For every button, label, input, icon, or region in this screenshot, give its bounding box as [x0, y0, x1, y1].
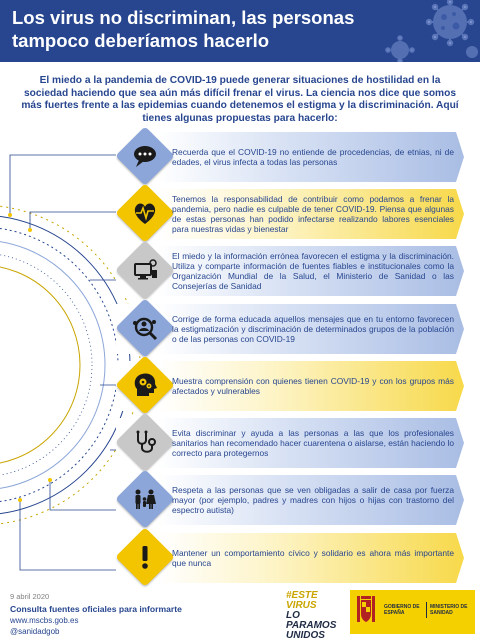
page-title-line1: Los virus no discriminan, las personas: [12, 7, 355, 28]
card-6: [116, 418, 464, 468]
card-text: Tenemos la responsabilidad de contribuir como podamos a frenar la pandemia, pero nadie es culpable de tener COVID-19. Piensa que algunas de estas personas han podido infectarse realizando labores esenciales para nuestras vidas y bienestar: [172, 193, 454, 235]
slogan-line: UNIDOS: [286, 630, 325, 640]
head-gears-icon: [125, 365, 165, 405]
header-banner: [0, 0, 480, 62]
card-5: [116, 361, 464, 411]
twitter-handle[interactable]: @sanidadgob: [10, 627, 60, 636]
government-label: GOBIERNO DE ESPAÑA: [384, 604, 420, 616]
card-text: Muestra comprensión con quienes tienen COVID-19 y con los grupos más afectados y vulnerables: [172, 375, 454, 396]
people-search-icon: [125, 308, 165, 348]
card-7: [116, 475, 464, 525]
card-text: Recuerda que el COVID-19 no entiende de procedencias, de etnias, ni de edades, el virus infecta a todas las personas: [172, 146, 454, 167]
coat-of-arms-icon: [355, 594, 377, 630]
card-8: [116, 533, 464, 583]
slogan-line: #ESTE: [286, 590, 318, 601]
card-4: [116, 304, 464, 354]
card-1: [116, 132, 464, 182]
heart-pulse-icon: [125, 193, 165, 233]
card-text: Mantener un comportamiento cívico y solidario es ahora más importante que nunca: [172, 547, 454, 568]
family-icon: [125, 479, 165, 519]
intro-paragraph: El miedo a la pandemia de COVID-19 puede generar situaciones de hostilidad en la sociedad haciendo que sea aún más difícil frenar el virus. La ciencia nos dice que somos más fuertes frente a las epidemias cuando detenemos el estigma y la discriminación. Aquí tienes algunas propuestas para hacerlo:: [21, 75, 459, 124]
logo-divider: [426, 602, 427, 618]
slogan-line: PARAMOS: [286, 620, 337, 631]
speech-bubble-icon: [125, 136, 165, 176]
exclamation-icon: [125, 537, 165, 577]
slogan-line: LO: [286, 610, 300, 621]
card-3: [116, 246, 464, 296]
stethoscope-icon: [125, 422, 165, 462]
card-text: Evita discriminar y ayuda a las personas a las que los profesionales sanitarios han recomendado hacer cuarentena o aislarse, están haciendo lo correcto para protegernos: [172, 427, 454, 459]
government-logo: [350, 590, 475, 634]
consult-official-sources: Consulta fuentes oficiales para informarte: [10, 604, 182, 614]
slogan-line: VIRUS: [286, 600, 317, 611]
card-text: El miedo y la información errónea favorecen el estigma y la discriminación. Utiliza y comparte información de fuentes fiables e institucionales como la Organización Mundial de la Salud, el Ministerio de Sanidad o las Consejerías de Sanidad: [172, 250, 454, 292]
computer-icon: [125, 250, 165, 290]
card-text: Corrige de forma educada aquellos mensajes que en tu entorno favorecen la estigmatización y discriminación de determinados grupos de la población o de las personas con COVID-19: [172, 313, 454, 345]
campaign-slogan-logo: [286, 591, 342, 640]
publication-date: 9 abril 2020: [10, 592, 50, 601]
card-2: [116, 189, 464, 239]
virus-illustration-icon: [370, 0, 480, 62]
ministry-label: MINISTERIO DE SANIDAD: [430, 604, 468, 616]
website-link[interactable]: www.mscbs.gob.es: [10, 616, 79, 625]
page-title-line2: tampoco deberíamos hacerlo: [12, 30, 270, 51]
card-text: Respeta a las personas que se ven obligadas a salir de casa por fuerza mayor (por ejemplo, padres y madres con hijos o hijas con trastorno del espectro autista): [172, 484, 454, 516]
